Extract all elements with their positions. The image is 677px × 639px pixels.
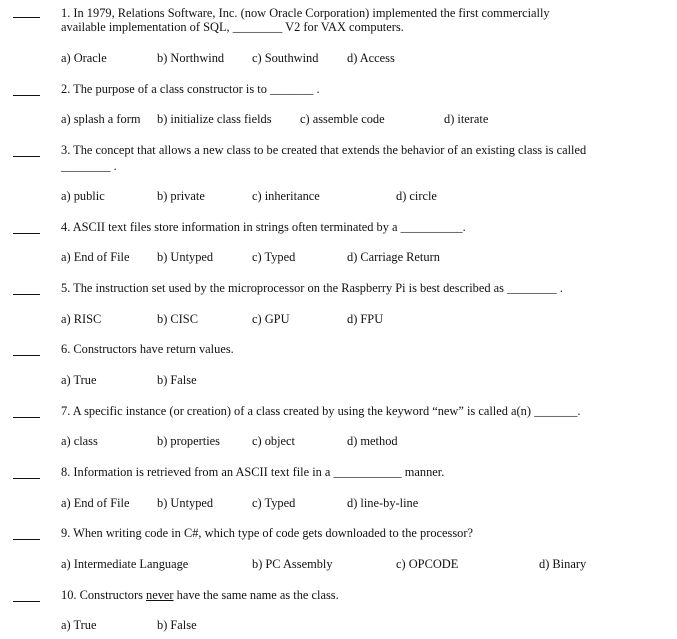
question-3-option-d: d) circle <box>396 189 437 203</box>
question-1-stem-line-1: 1. In 1979, Relations Software, Inc. (now Oracle Corporation) implemented the first commercially <box>61 6 550 20</box>
question-10-option-a: a) True <box>61 618 97 632</box>
answer-blank-7[interactable] <box>13 417 40 418</box>
question-7-option-d: d) method <box>347 434 398 448</box>
question-10-stem-emphasis: never <box>146 588 174 602</box>
question-1-option-b: b) Northwind <box>157 51 225 65</box>
question-5-option-b: b) CISC <box>157 312 198 326</box>
answer-blank-6[interactable] <box>13 355 40 356</box>
question-3-stem-line-2: ________ . <box>61 159 117 173</box>
answer-blank-2[interactable] <box>13 95 40 96</box>
question-2-option-c: c) assemble code <box>300 112 385 126</box>
question-8-option-c: c) Typed <box>252 496 296 510</box>
question-10-stem-part-3: have the same name as the class. <box>173 588 339 602</box>
question-1-option-d: d) Access <box>347 51 395 65</box>
question-9-option-b: b) PC Assembly <box>252 557 333 571</box>
question-8-option-b: b) Untyped <box>157 496 214 510</box>
answer-blank-3[interactable] <box>13 156 40 157</box>
answer-blank-4[interactable] <box>13 233 40 234</box>
question-7-option-c: c) object <box>252 434 295 448</box>
question-8-option-a: a) End of File <box>61 496 130 510</box>
question-10-stem <box>61 588 339 602</box>
question-3-option-c: c) inheritance <box>252 189 320 203</box>
question-9-option-a: a) Intermediate Language <box>61 557 189 571</box>
question-4-option-d: d) Carriage Return <box>347 250 440 264</box>
question-4-option-c: c) Typed <box>252 250 296 264</box>
question-5-stem: 5. The instruction set used by the microprocessor on the Raspberry Pi is best described as ________ . <box>61 281 563 295</box>
question-5-option-c: c) GPU <box>252 312 290 326</box>
question-9-option-c: c) OPCODE <box>396 557 459 571</box>
question-4-option-a: a) End of File <box>61 250 130 264</box>
question-5-option-d: d) FPU <box>347 312 384 326</box>
question-2-option-d: d) iterate <box>444 112 489 126</box>
question-7-option-b: b) properties <box>157 434 220 448</box>
question-7-option-a: a) class <box>61 434 98 448</box>
question-10-stem-part-1: 10. Constructors <box>61 588 147 602</box>
question-6-option-a: a) True <box>61 373 97 387</box>
question-4-option-b: b) Untyped <box>157 250 214 264</box>
answer-blank-1[interactable] <box>13 17 40 18</box>
question-9-option-d: d) Binary <box>539 557 587 571</box>
question-4-stem: 4. ASCII text files store information in strings often terminated by a __________. <box>61 220 466 234</box>
question-1-option-a: a) Oracle <box>61 51 107 65</box>
answer-blank-9[interactable] <box>13 539 40 540</box>
answer-blank-8[interactable] <box>13 478 40 479</box>
question-6-option-b: b) False <box>157 373 197 387</box>
answer-blank-5[interactable] <box>13 294 40 295</box>
question-3-option-a: a) public <box>61 189 105 203</box>
question-5-option-a: a) RISC <box>61 312 102 326</box>
question-10-option-b: b) False <box>157 618 197 632</box>
question-2-stem: 2. The purpose of a class constructor is to _______ . <box>61 82 320 96</box>
question-8-stem: 8. Information is retrieved from an ASCII text file in a ___________ manner. <box>61 465 445 479</box>
question-1-option-c: c) Southwind <box>252 51 319 65</box>
question-7-stem: 7. A specific instance (or creation) of a class created by using the keyword “new” is called a(n) _______. <box>61 404 581 418</box>
question-3-stem-line-1: 3. The concept that allows a new class to be created that extends the behavior of an existing class is called <box>61 143 587 157</box>
question-6-stem: 6. Constructors have return values. <box>61 342 234 356</box>
question-1-stem-line-2: available implementation of SQL, ________ V2 for VAX computers. <box>61 20 404 34</box>
question-9-stem: 9. When writing code in C#, which type of code gets downloaded to the processor? <box>61 526 474 540</box>
question-3-option-b: b) private <box>157 189 205 203</box>
question-8-option-d: d) line-by-line <box>347 496 419 510</box>
question-2-option-a: a) splash a form <box>61 112 141 126</box>
question-2-option-b: b) initialize class fields <box>157 112 272 126</box>
answer-blank-10[interactable] <box>13 601 40 602</box>
